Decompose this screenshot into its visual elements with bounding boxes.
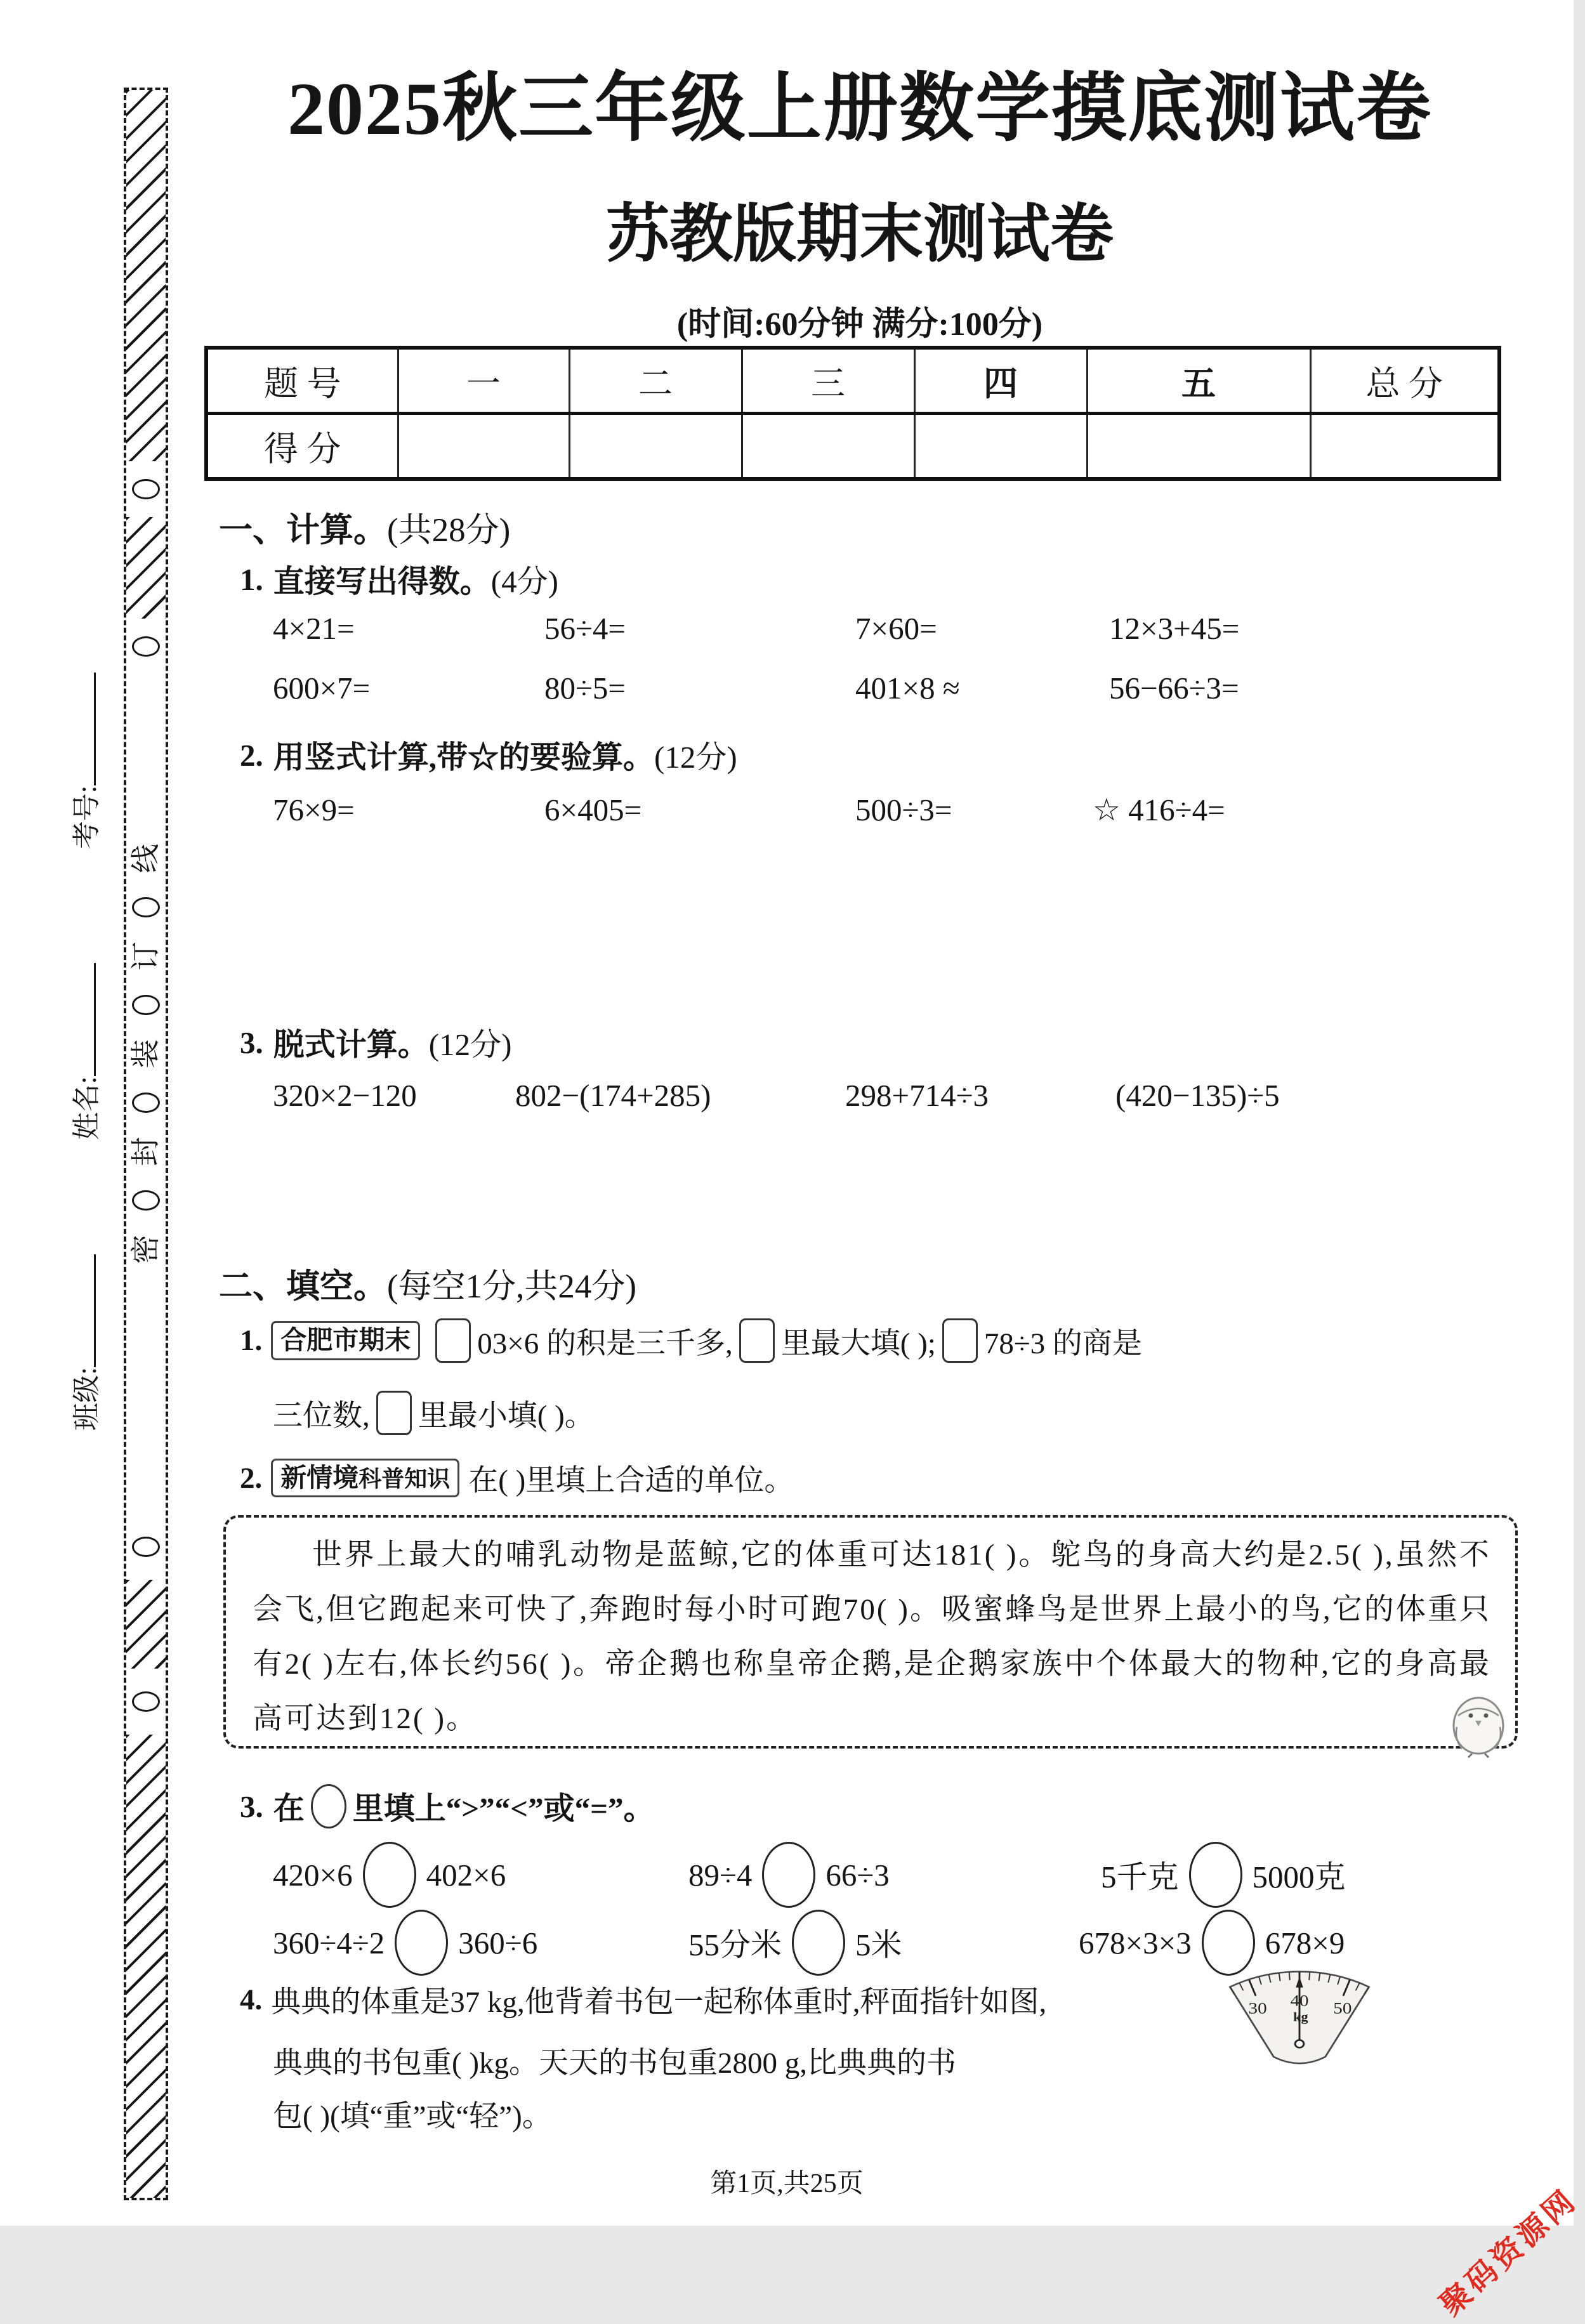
- comparison-right: 5000克: [1252, 1860, 1346, 1894]
- examno-blank-line: [71, 673, 96, 785]
- math-expression: ☆ 416÷4=: [1093, 792, 1225, 827]
- comparison-right: 678×9: [1265, 1925, 1345, 1960]
- question-number: 3.: [240, 1025, 263, 1060]
- name-blank-line: [71, 963, 96, 1076]
- seal-circle: [132, 897, 160, 917]
- score-table-header-row: [206, 348, 1499, 414]
- seal-hatch: [126, 90, 166, 461]
- score-table-score-row: [206, 414, 1499, 480]
- scale-dial-illustration: [1220, 1964, 1379, 2064]
- question-number: 1.: [240, 561, 263, 597]
- score-table-empty-cell: [742, 414, 914, 480]
- comparison-circle: [395, 1910, 448, 1976]
- penguin-illustration: [1448, 1690, 1509, 1757]
- class-blank-line: [71, 1254, 96, 1367]
- seal-circle: [132, 479, 160, 499]
- seal-hatch: [126, 517, 166, 619]
- scenario-tag-main: 新情境: [280, 1462, 359, 1492]
- score-table: [204, 346, 1501, 481]
- name-field: [63, 963, 104, 1139]
- class-field: [63, 1254, 104, 1431]
- question-points: (12分): [654, 740, 737, 775]
- comparison-item: [688, 1843, 890, 1907]
- math-expression: 80÷5=: [544, 671, 626, 706]
- section1-title-text: 一、计算。: [219, 512, 387, 549]
- seal-circle: [132, 995, 160, 1015]
- question-text: 在: [273, 1791, 305, 1826]
- question-text: 包( )(填“重”或“轻”)。: [273, 2100, 552, 2133]
- scenario-tag-sub: 科普知识: [358, 1466, 451, 1492]
- score-table-empty-cell: [398, 414, 569, 480]
- fill-question-2-header: [240, 1457, 794, 1499]
- score-table-cell: 三: [742, 348, 914, 414]
- science-fact-paragraph: 世界上最大的哺乳动物是蓝鲸,它的体重可达181( )。鸵鸟的身高大约是2.5( ),虽然不会飞,但它跑起来可快了,奔跑时每小时可跑70( )。吸蜜蜂鸟是世界上最小的鸟,它的体重只有2( )左右,体长约56( )。帝企鹅也称皇帝企鹅,是企鹅家族中个体最大的物种,它的身高最高可达到12( )。: [253, 1539, 1491, 1735]
- math-expression: 4×21=: [273, 611, 355, 646]
- seal-binding-strip: [124, 88, 168, 2200]
- fill-question-4-line2: [273, 2039, 956, 2082]
- fill-question-1-line2: [273, 1391, 595, 1435]
- comparison-right: 5米: [855, 1927, 902, 1962]
- question-number: 4.: [240, 1983, 263, 2016]
- comparison-left: 678×3×3: [1079, 1925, 1192, 1960]
- scenario-tag: [271, 1459, 459, 1497]
- comparison-item: [688, 1911, 902, 1974]
- math-expression: 802−(174+285): [515, 1078, 711, 1113]
- comparison-circle: [762, 1842, 815, 1908]
- score-table-cell: 五: [1087, 348, 1310, 414]
- time-score-info: (时间:60分钟 满分:100分): [676, 306, 1043, 343]
- question-text: 里填上“>”“<”或“=”。: [352, 1791, 655, 1826]
- question-text: 典典的书包重( )kg。天天的书包重2800 g,比典典的书: [273, 2047, 957, 2080]
- seal-circle: [132, 1093, 160, 1113]
- comparison-left: 360÷4÷2: [273, 1925, 385, 1960]
- question-points: (4分): [490, 564, 558, 599]
- math-expression: 6×405=: [544, 792, 642, 827]
- class-field-label: 班级:: [71, 1367, 102, 1431]
- score-table-cell: 总 分: [1310, 348, 1499, 414]
- comparison-circle-icon: [311, 1784, 346, 1828]
- math-expression: 600×7=: [273, 671, 371, 706]
- score-table-cell: 得 分: [206, 414, 398, 480]
- fill-question-1-line1: [240, 1318, 1142, 1363]
- math-expression: 320×2−120: [273, 1078, 417, 1113]
- question-text: 里最大填( );: [780, 1327, 936, 1360]
- examno-field-label: 考号:: [71, 785, 102, 850]
- score-table-cell: 一: [398, 348, 569, 414]
- score-table-empty-cell: [914, 414, 1087, 480]
- seal-circle: [132, 1537, 160, 1557]
- answer-box: [435, 1318, 471, 1363]
- comparison-right: 66÷3: [825, 1857, 890, 1893]
- math-expression: 298+714÷3: [845, 1078, 989, 1113]
- comparison-left: 420×6: [273, 1857, 353, 1893]
- fill-question-4-line1: [240, 1978, 1046, 2021]
- score-table-empty-cell: [1310, 414, 1499, 480]
- watermark: 聚码资源网: [1433, 2183, 1584, 2323]
- paper-subtitle: 苏教版期末测试卷: [606, 199, 1114, 270]
- score-table-empty-cell: [1087, 414, 1310, 480]
- seal-char-bind: 订: [129, 942, 162, 971]
- math-expression: 500÷3=: [855, 792, 952, 827]
- question-text: 脱式计算。: [273, 1027, 429, 1062]
- paper-title: 2025秋三年级上册数学摸底测试卷: [287, 67, 1432, 150]
- question-text: 在( )里填上合适的单位。: [468, 1464, 794, 1497]
- scale-label-40: 40: [1290, 1992, 1309, 2010]
- seal-hatch: [126, 1735, 166, 2198]
- seal-char-mount: 装: [129, 1039, 162, 1068]
- comparison-right: 402×6: [426, 1857, 506, 1893]
- comparison-circle: [792, 1910, 845, 1976]
- answer-box: [376, 1391, 412, 1435]
- comparison-item: [273, 1911, 537, 1974]
- comparison-circle: [363, 1842, 416, 1908]
- math-expression: 76×9=: [273, 792, 355, 827]
- scale-unit-label: kg: [1293, 2009, 1308, 2025]
- question-number: 1.: [240, 1324, 263, 1357]
- comparison-item: [273, 1843, 506, 1907]
- question-text: 直接写出得数。: [273, 564, 491, 599]
- score-table-cell: 题 号: [206, 348, 398, 414]
- question-text: 03×6 的积是三千多,: [477, 1327, 733, 1360]
- section1-title: [219, 503, 510, 551]
- math-expression: (420−135)÷5: [1115, 1078, 1280, 1113]
- seal-hatch: [126, 1580, 166, 1669]
- seal-char-secret: 密: [129, 1235, 162, 1264]
- math-expression: 401×8 ≈: [855, 671, 960, 706]
- seal-char-line: 线: [129, 844, 162, 873]
- seal-circle: [132, 636, 160, 657]
- section2-title-text: 二、填空。: [219, 1268, 387, 1305]
- math-expression: 12×3+45=: [1109, 611, 1240, 646]
- fill-question-4-line3: [273, 2092, 552, 2135]
- page-number: 第1页,共25页: [710, 2169, 864, 2198]
- comparison-right: 360÷6: [458, 1925, 538, 1960]
- answer-box: [739, 1318, 775, 1363]
- comparison-left: 5千克: [1101, 1860, 1179, 1894]
- question-1-3-header: [240, 1020, 511, 1065]
- seal-circle: [132, 1691, 160, 1712]
- section2-points: (每空1分,共24分): [387, 1268, 637, 1305]
- question-text: 里最小填( )。: [418, 1399, 595, 1433]
- section2-title: [219, 1259, 636, 1308]
- question-number: 2.: [240, 737, 263, 773]
- scale-label-30: 30: [1248, 1999, 1267, 2018]
- question-1-2-header: [240, 733, 737, 777]
- answer-box: [942, 1318, 978, 1363]
- score-table-cell: 二: [569, 348, 742, 414]
- math-expression: 7×60=: [855, 611, 937, 646]
- question-points: (12分): [428, 1027, 512, 1062]
- science-fact-box: [223, 1515, 1518, 1749]
- math-expression: 56−66÷3=: [1109, 671, 1239, 706]
- scale-needle-pivot: [1295, 2040, 1304, 2047]
- question-text: 用竖式计算,带☆的要验算。: [273, 740, 655, 775]
- section1-points: (共28分): [387, 512, 511, 549]
- fill-question-3-header: [240, 1784, 655, 1828]
- source-tag: 合肥市期末: [271, 1321, 420, 1360]
- question-text: 78÷3 的商是: [983, 1327, 1142, 1360]
- question-text: 三位数,: [273, 1399, 370, 1433]
- question-number: 3.: [240, 1789, 263, 1824]
- math-expression: 56÷4=: [544, 611, 626, 646]
- comparison-item: [1101, 1843, 1346, 1907]
- seal-circle: [132, 1190, 160, 1211]
- question-number: 2.: [240, 1461, 263, 1495]
- seal-char-seal: 封: [129, 1137, 162, 1166]
- score-table-cell: 四: [914, 348, 1087, 414]
- score-table-empty-cell: [569, 414, 742, 480]
- comparison-left: 55分米: [688, 1927, 782, 1962]
- comparison-circle: [1189, 1842, 1242, 1908]
- comparison-left: 89÷4: [688, 1857, 753, 1893]
- scale-label-50: 50: [1333, 1999, 1352, 2018]
- examno-field: [63, 673, 104, 849]
- question-text: 典典的体重是37 kg,他背着书包一起称体重时,秤面指针如图,: [271, 1986, 1047, 2019]
- student-info-fields: [66, 673, 104, 1431]
- question-1-1-header: [240, 557, 558, 601]
- name-field-label: 姓名:: [71, 1076, 102, 1140]
